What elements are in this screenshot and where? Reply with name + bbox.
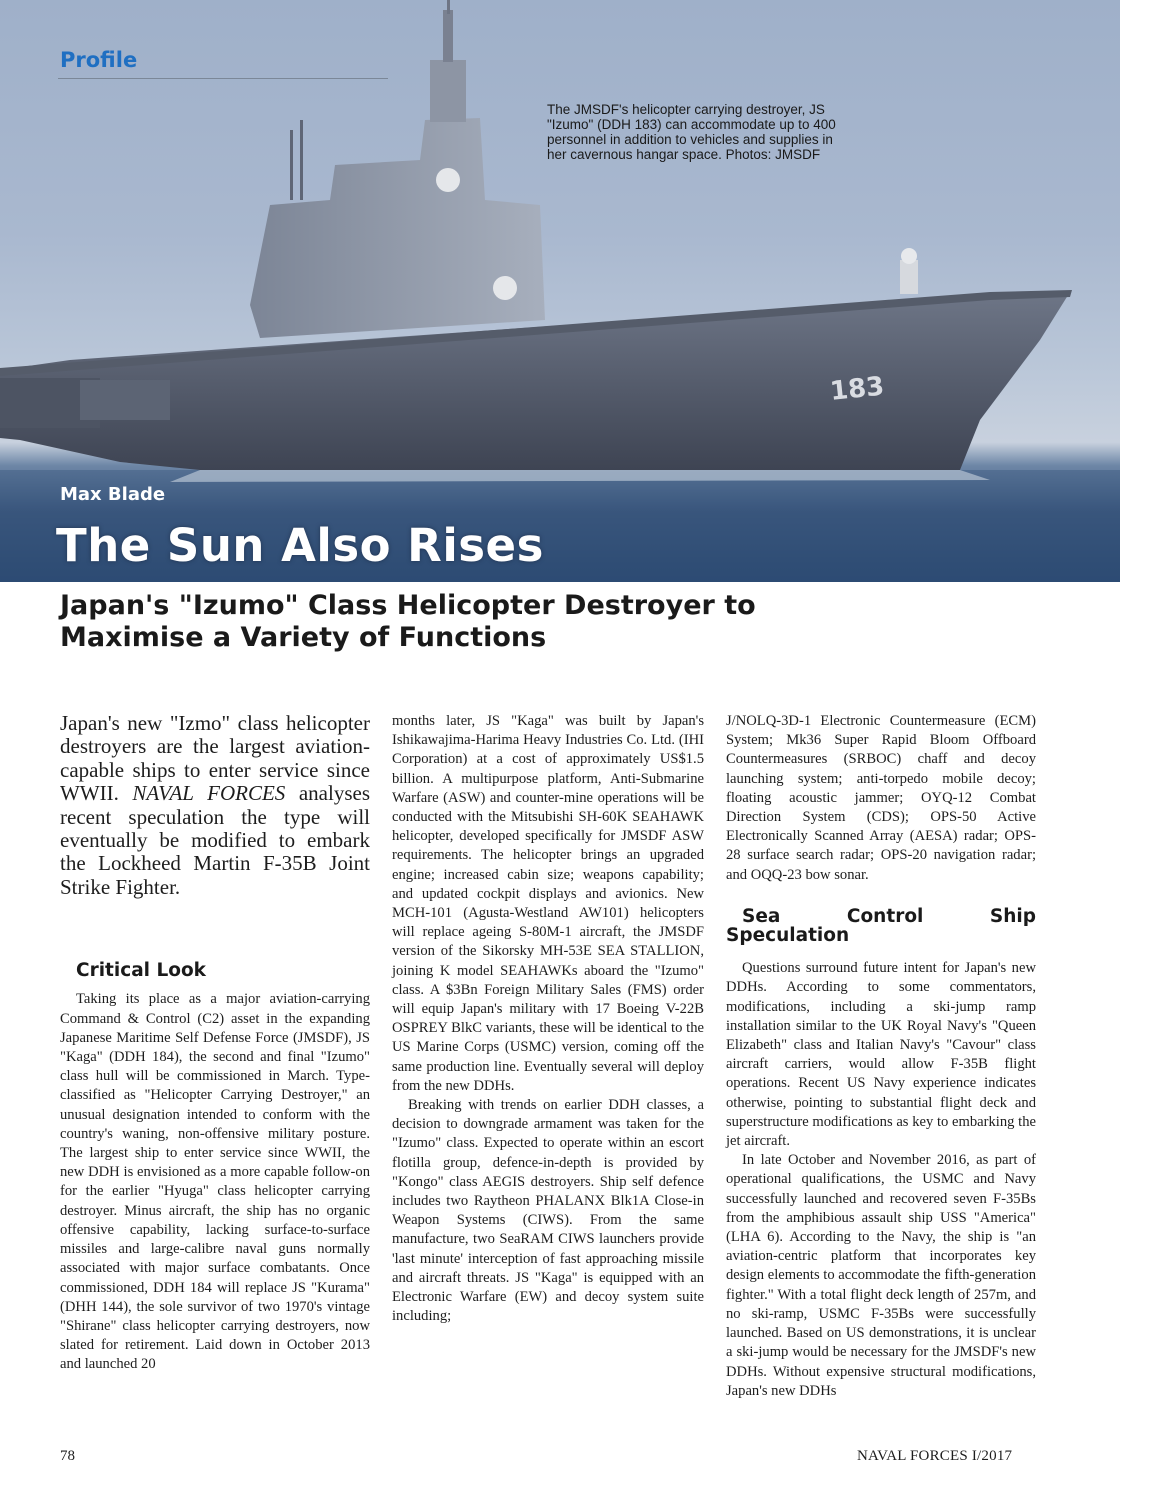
body-paragraph-5: Questions surround future intent for Japan's new DDHs. According to some commentators, modifications, including a ski-jump ramp installation similar to the UK Royal Navy's "Queen Elizabeth" class and Italian Navy's "Cavour" class aircraft carriers, would allow F-35B flight operations. Recent US Navy experience indicates otherwise, pointing to substantial flight deck and superstructure modifications as key to embarking the jet aircraft.: [726, 960, 1036, 1150]
lead-paragraph: [60, 712, 370, 899]
lead-text-2: analyses recent speculation the type will eventually be modified to embark the Lockheed Martin F-35B Joint Strike Fighter.: [60, 781, 370, 899]
lead-text-1: Japan's new "Izmo" class helicopter destroyers are the largest aviation-capable ships to enter service since WWII.: [60, 711, 370, 806]
hero-photo: [0, 0, 1120, 582]
author-name: Max Blade: [60, 484, 166, 505]
page-number: 78: [60, 1448, 75, 1464]
column-2: [392, 712, 704, 1327]
body-paragraph-6: In late October and November 2016, as part of operational qualifications, the USMC and Navy successfully launched and recovered seven F-35Bs from the amphibious assault ship USS "America" (LHA 6). According to the Navy, the ship is "an aviation-centric platform that incorporates key design elements to accommodate the fifth-generation fighter." With a total flight deck length of 257m, and no ski-ramp, USMC F-35Bs were successfully launched. Based on US demonstrations, it is unclear a ski-jump would be necessary for the JMSDF's new DDHs. Without expensive structural modifications, Japan's new DDHs: [726, 1152, 1037, 1399]
ship-island: [250, 118, 545, 338]
lead-publication: NAVAL FORCES: [132, 781, 286, 806]
issue-label: NAVAL FORCES I/2017: [857, 1448, 1013, 1464]
body-paragraph-1: Taking its place as a major aviation-carrying Command & Control (C2) asset in the expanding Japanese Maritime Self Defense Force (JMSDF), JS "Kaga" (DDH 184), the second and final "Izumo" class hull will be commissioned in March. Type-classified as "Helicopter Carrying Destroyer," an unusual designation intended to conform with the country's waning, non-offensive military posture. The largest ship to enter service since WWII, the new DDH is envisioned as a more capable follow-on for the earlier "Hyuga" class helicopter carrying destroyer. Minus aircraft, the ship has no organic offensive capability, lacking surface-to-surface missiles and large-calibre naval guns normally associated with major surface combatants. Once commissioned, DDH 184 will replace JS "Kurama" (DHH 144), the sole survivor of two 1970's vintage "Shirane" class helicopter carrying destroyers, now slated for retirement. Laid down in October 2013 and launched 20: [60, 991, 370, 1373]
hull-number: 183: [828, 371, 886, 408]
column-3: [726, 712, 1036, 1401]
column-1: [60, 712, 370, 1375]
section-tag: Profile: [60, 48, 138, 72]
body-paragraph-2: months later, JS "Kaga" was built by Japan's Ishikawajima-Harima Heavy Industries Co. Ltd. (IHI Corporation) at a cost of approximately US$1.5 billion. A multipurpose platform, Anti-Submarine Warfare (ASW) and counter-mine operations will be conducted with the Mitsubishi SH-60K SEAHAWK helicopter, developed specifically for JMSDF ASW requirements. The helicopter brings an upgraded engine; increased cabin size; weapons capability; and updated cockpit displays and avionics. New MCH-101 (Agusta-Westland AW101) helicopters will replace ageing S-80M-1 aircraft, the JMSDF version of the Sikorsky MH-53E SEA STALLION, joining K model SEAHAWKs aboard the "Izumo" class. A $3Bn Foreign Military Sales (FMS) order will equip Japan's military with 17 Boeing V-22B OSPREY BlkC variants, these will be identical to the US Marine Corps (USMC) version, coming off the same production line. Eventually several will deploy from the new DDHs.: [392, 713, 704, 1094]
body-paragraph-4: J/NOLQ-3D-1 Electronic Countermeasure (ECM) System; Mk36 Super Rapid Bloom Offboard Countermeasures (SRBOC) chaff and decoy launching system; anti-torpedo mobile decoy; floating acoustic jammer; OYQ-12 Combat Direction System (CDS); OPS-50 Active Electronically Scanned Array (AESA) radar; OPS-28 surface search radar; OPS-20 navigation radar; and OQQ-23 bow sonar.: [726, 713, 1036, 883]
heading-sea-control: Sea Control Ship Speculation: [726, 905, 1036, 947]
section-rule: [58, 78, 388, 79]
article-subtitle: Japan's "Izumo" Class Helicopter Destroyer to Maximise a Variety of Functions: [60, 590, 756, 653]
article-title: The Sun Also Rises: [56, 519, 544, 572]
ship-illustration: [0, 0, 1120, 582]
heading-critical-look: Critical Look: [76, 960, 206, 982]
photo-caption: The JMSDF's helicopter carrying destroyer, JS "Izumo" (DDH 183) can accommodate up to 400 personnel in addition to vehicles and supplies in her cavernous hangar space. Photos: JMSDF: [547, 102, 836, 162]
body-paragraph-3: Breaking with trends on earlier DDH classes, a decision to downgrade armament was taken for the "Izumo" class. Expected to operate within an escort flotilla group, defence-in-depth is provided by "Kongo" class AEGIS destroyers. Ship self defence includes two Raytheon PHALANX Blk1A Close-in Weapon Systems (CIWS). From the same manufacture, two SeaRAM CIWS launchers provide 'last minute' interception of fast approaching missile and aircraft threats. JS "Kaga" is equipped with an Electronic Warfare (EW) and decoy system suite including;: [392, 1097, 704, 1325]
